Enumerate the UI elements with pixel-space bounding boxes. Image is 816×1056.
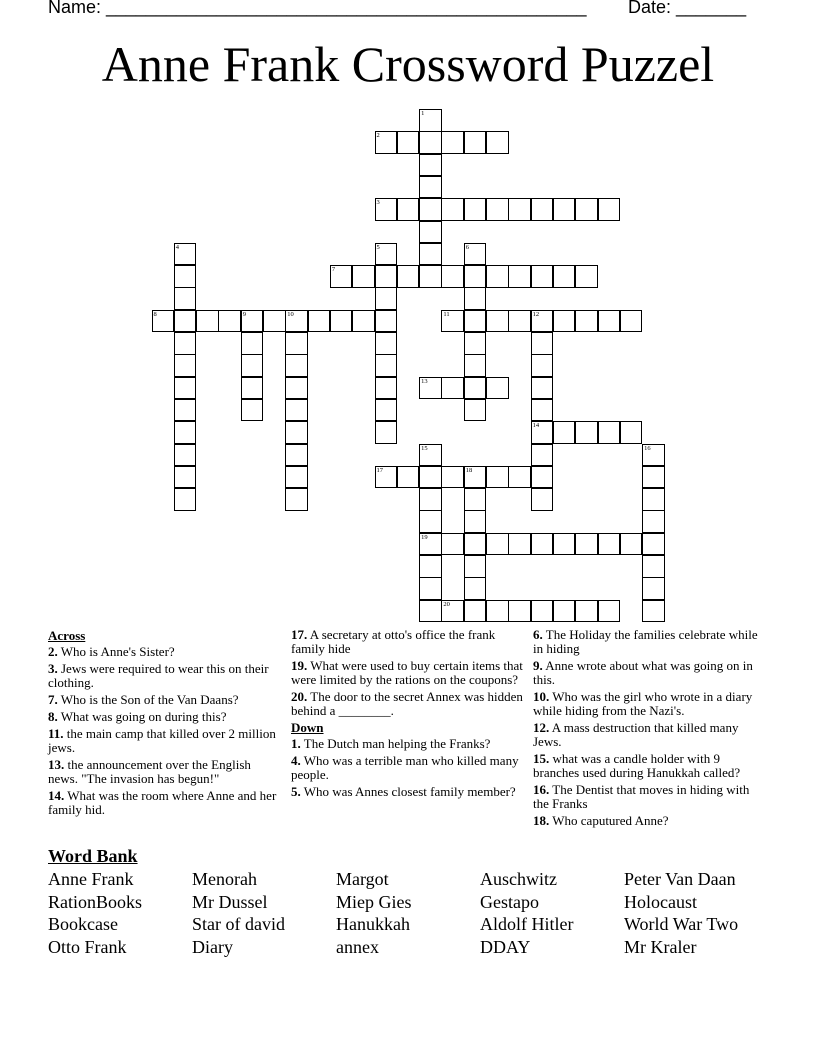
clue [533, 783, 765, 811]
grid-cell[interactable] [174, 265, 197, 288]
clue-number: 3. [48, 661, 58, 676]
cell-number: 9 [242, 310, 246, 318]
clue-number: 1. [291, 736, 301, 751]
grid-cell[interactable] [575, 600, 598, 623]
grid-cell[interactable] [553, 600, 576, 623]
grid-cell[interactable] [531, 488, 554, 511]
grid-cell[interactable] [285, 488, 308, 511]
grid-cell[interactable] [241, 377, 264, 400]
grid-cell[interactable] [486, 198, 509, 221]
word-bank-item: Otto Frank [48, 936, 127, 957]
word-bank-item: Star of david [192, 914, 285, 935]
grid-cell[interactable] [375, 332, 398, 355]
clue-number: 18. [533, 813, 550, 828]
cell-number: 12 [532, 310, 540, 318]
clue-text: Who caputured Anne? [549, 813, 669, 828]
clue-number: 11. [48, 726, 64, 741]
clues-column-3 [533, 628, 765, 831]
clue-text: Anne wrote about what was going on in this. [533, 658, 753, 687]
word-bank-item: Anne Frank [48, 869, 134, 889]
grid-cell[interactable] [464, 287, 487, 310]
word-bank-item: Bookcase [48, 914, 118, 935]
cell-number: 14 [532, 422, 540, 430]
grid-cell[interactable] [464, 533, 487, 556]
clue-text: A secretary at otto's office the frank family hide [291, 627, 496, 656]
clue [48, 662, 280, 690]
grid-cell[interactable] [531, 399, 554, 422]
cell-number: 17 [376, 466, 383, 474]
grid-cell[interactable] [508, 198, 531, 221]
clue [48, 693, 280, 707]
clue [533, 814, 765, 828]
word-bank-item: Gestapo [480, 891, 539, 912]
word-bank-column [48, 868, 142, 958]
clue-text: The Dentist that moves in hiding with the Franks [533, 782, 750, 811]
clue-text: What was the room where Anne and her family hid. [48, 788, 277, 817]
grid-cell[interactable] [174, 488, 197, 511]
clue [291, 659, 523, 687]
cell-number: 2 [376, 132, 380, 140]
grid-cell[interactable] [352, 265, 375, 288]
clue [533, 659, 765, 687]
grid-cell[interactable] [441, 265, 464, 288]
clue-number: 5. [291, 784, 301, 799]
grid-cell[interactable] [464, 510, 487, 533]
grid-cell[interactable] [419, 243, 442, 266]
word-bank-item: Mr Dussel [192, 891, 268, 912]
grid-cell[interactable] [285, 310, 308, 333]
grid-cell[interactable] [419, 600, 442, 623]
word-bank-item: World War Two [624, 914, 739, 935]
grid-cell[interactable] [174, 332, 197, 355]
grid-cell[interactable] [464, 198, 487, 221]
grid-cell[interactable] [642, 466, 665, 489]
grid-cell[interactable] [642, 577, 665, 600]
clue [48, 789, 280, 817]
grid-cell[interactable] [642, 555, 665, 578]
grid-cell[interactable] [486, 600, 509, 623]
clue-text: A mass destruction that killed many Jews. [533, 720, 739, 749]
grid-cell[interactable] [531, 354, 554, 377]
clue-text: Who was a terrible man who killed many people. [291, 753, 519, 782]
word-bank-item: Aldolf Hitler [480, 914, 574, 935]
grid-cell[interactable] [531, 198, 554, 221]
clue [48, 645, 280, 659]
grid-cell[interactable] [375, 466, 398, 489]
grid-cell[interactable] [375, 243, 398, 266]
clue-number: 15. [533, 751, 550, 766]
grid-cell[interactable] [441, 377, 464, 400]
down-heading: Down [291, 720, 324, 735]
grid-cell[interactable] [464, 399, 487, 422]
clue [291, 785, 523, 799]
word-bank-item: annex [336, 936, 379, 957]
cell-number: 20 [443, 600, 450, 608]
grid-cell[interactable] [575, 198, 598, 221]
clue-number: 2. [48, 644, 58, 659]
cell-number: 7 [331, 266, 336, 274]
grid-cell[interactable] [285, 354, 308, 377]
cell-number: 4 [175, 243, 180, 251]
grid-cell[interactable] [397, 131, 420, 154]
word-bank-column [192, 868, 285, 958]
clue-number: 7. [48, 692, 58, 707]
grid-cell[interactable] [508, 466, 531, 489]
clue-number: 17. [291, 627, 308, 642]
grid-cell[interactable] [553, 533, 576, 556]
cell-number: 18 [465, 466, 473, 474]
clue-text: What were used to buy certain items that were limited by the rations on the coupons? [291, 658, 523, 687]
clue-text: Who was Annes closest family member? [300, 784, 516, 799]
grid-cell[interactable] [531, 444, 554, 467]
grid-cell[interactable] [553, 421, 576, 444]
clue-text: Who was the girl who wrote in a diary while hiding from the Nazi's. [533, 689, 753, 718]
grid-cell[interactable] [174, 354, 197, 377]
clue-number: 8. [48, 709, 58, 724]
grid-cell[interactable] [642, 444, 665, 467]
clue [291, 628, 523, 656]
word-bank-column [336, 868, 412, 958]
word-bank-item: DDAY [480, 936, 531, 957]
clue-number: 4. [291, 753, 301, 768]
cell-number: 15 [421, 444, 428, 452]
date-label: Date: _______ [628, 0, 747, 17]
word-bank-title: Word Bank [48, 846, 138, 866]
clue [291, 737, 523, 751]
grid-cell[interactable] [464, 555, 487, 578]
grid-cell[interactable] [397, 466, 420, 489]
clue-number: 14. [48, 788, 65, 803]
grid-cell[interactable] [375, 198, 398, 221]
grid-cell[interactable] [620, 421, 643, 444]
grid-cell[interactable] [598, 198, 621, 221]
grid-cell[interactable] [419, 154, 442, 177]
word-bank-item: Diary [192, 936, 233, 957]
grid-cell[interactable] [508, 600, 531, 623]
grid-cell[interactable] [620, 533, 643, 556]
grid-cell[interactable] [174, 243, 197, 266]
grid-cell[interactable] [531, 466, 554, 489]
grid-cell[interactable] [174, 444, 197, 467]
clue-text: The Holiday the families celebrate while in hiding [533, 627, 758, 656]
clue-text: Who is the Son of the Van Daans? [57, 692, 239, 707]
clue-number: 19. [291, 658, 308, 673]
grid-cell[interactable] [375, 131, 398, 154]
grid-cell[interactable] [174, 421, 197, 444]
grid-cell[interactable] [486, 533, 509, 556]
grid-cell[interactable] [174, 466, 197, 489]
clue [533, 752, 765, 780]
grid-cell[interactable] [241, 310, 264, 333]
clue-text: What was going on during this? [57, 709, 227, 724]
grid-cell[interactable] [397, 198, 420, 221]
grid-cell[interactable] [263, 310, 286, 333]
cell-number: 19 [421, 533, 428, 541]
grid-cell[interactable] [218, 310, 241, 333]
cell-number: 13 [421, 377, 428, 385]
clue [533, 628, 765, 656]
clue [48, 710, 280, 724]
clue-number: 10. [533, 689, 550, 704]
grid-cell[interactable] [441, 600, 464, 623]
grid-cell[interactable] [464, 310, 487, 333]
grid-cell[interactable] [464, 466, 487, 489]
clue [533, 721, 765, 749]
grid-cell[interactable] [553, 265, 576, 288]
grid-cell[interactable] [642, 533, 665, 556]
page-title: Anne Frank Crossword Puzzel [101, 36, 715, 92]
grid-cell[interactable] [308, 310, 331, 333]
grid-cell[interactable] [508, 310, 531, 333]
name-label: Name: ________________________________________________ [48, 0, 587, 17]
clue-number: 12. [533, 720, 550, 735]
grid-cell[interactable] [241, 354, 264, 377]
cell-number: 1 [421, 110, 425, 117]
clues-column-1 [48, 628, 280, 820]
grid-cell[interactable] [419, 131, 442, 154]
grid-cell[interactable] [419, 198, 442, 221]
grid-cell[interactable] [375, 287, 398, 310]
grid-cell[interactable] [575, 421, 598, 444]
grid-cell[interactable] [464, 377, 487, 400]
word-bank-item: Auschwitz [480, 869, 557, 889]
grid-cell[interactable] [174, 287, 197, 310]
cell-number: 8 [153, 310, 157, 318]
grid-cell[interactable] [419, 377, 442, 400]
across-heading: Across [48, 628, 86, 643]
grid-cell[interactable] [419, 533, 442, 556]
cell-number: 16 [644, 444, 651, 452]
grid-cell[interactable] [486, 377, 509, 400]
grid-cell[interactable] [419, 488, 442, 511]
grid-cell[interactable] [152, 310, 175, 333]
clue-text: Jews were required to wear this on their clothing. [48, 661, 269, 690]
word-bank-item: Miep Gies [336, 891, 412, 912]
word-bank-column [480, 868, 573, 958]
grid-cell[interactable] [642, 600, 665, 623]
grid-cell[interactable] [464, 577, 487, 600]
cell-number: 11 [443, 310, 450, 318]
grid-cell[interactable] [241, 399, 264, 422]
grid-cell[interactable] [575, 265, 598, 288]
clue-text: the announcement over the English news. "The invasion has begun!" [48, 757, 251, 786]
word-bank-column [624, 868, 738, 958]
grid-cell[interactable] [575, 533, 598, 556]
word-bank-item: Holocaust [624, 891, 697, 912]
grid-cell[interactable] [375, 377, 398, 400]
grid-cell[interactable] [375, 399, 398, 422]
grid-cell[interactable] [441, 466, 464, 489]
clue-text: The door to the secret Annex was hidden behind a ________. [291, 689, 523, 718]
clues-column-2 [291, 628, 523, 802]
grid-cell[interactable] [531, 600, 554, 623]
grid-cell[interactable] [174, 310, 197, 333]
grid-cell[interactable] [642, 510, 665, 533]
grid-cell[interactable] [419, 466, 442, 489]
grid-cell[interactable] [285, 421, 308, 444]
grid-cell[interactable] [531, 332, 554, 355]
grid-cell[interactable] [486, 310, 509, 333]
grid-cell[interactable] [419, 510, 442, 533]
grid-cell[interactable] [531, 265, 554, 288]
grid-cell[interactable] [508, 533, 531, 556]
grid-cell[interactable] [241, 332, 264, 355]
cell-number: 5 [376, 243, 380, 251]
grid-cell[interactable] [486, 466, 509, 489]
grid-cell[interactable] [419, 176, 442, 199]
grid-cell[interactable] [375, 265, 398, 288]
grid-cell[interactable] [419, 555, 442, 578]
clue-text: the main camp that killed over 2 million jews. [48, 726, 276, 755]
grid-cell[interactable] [486, 131, 509, 154]
grid-cell[interactable] [598, 310, 621, 333]
grid-cell[interactable] [375, 421, 398, 444]
grid-cell[interactable] [419, 221, 442, 244]
grid-cell[interactable] [330, 310, 353, 333]
grid-cell[interactable] [598, 421, 621, 444]
grid-cell[interactable] [531, 377, 554, 400]
clue-number: 13. [48, 757, 65, 772]
grid-cell[interactable] [397, 265, 420, 288]
grid-cell[interactable] [598, 600, 621, 623]
clue-number: 6. [533, 627, 543, 642]
grid-cell[interactable] [464, 332, 487, 355]
grid-cell[interactable] [575, 310, 598, 333]
grid-cell[interactable] [441, 131, 464, 154]
grid-cell[interactable] [196, 310, 219, 333]
grid-cell[interactable] [464, 243, 487, 266]
grid-cell[interactable] [441, 198, 464, 221]
grid-cell[interactable] [464, 600, 487, 623]
grid-cell[interactable] [464, 354, 487, 377]
clue [48, 727, 280, 755]
clue-number: 9. [533, 658, 543, 673]
clue [48, 758, 280, 786]
grid-cell[interactable] [174, 399, 197, 422]
grid-cell[interactable] [464, 131, 487, 154]
grid-cell[interactable] [285, 466, 308, 489]
grid-cell[interactable] [441, 533, 464, 556]
grid-cell[interactable] [553, 198, 576, 221]
grid-cell[interactable] [375, 310, 398, 333]
grid-cell[interactable] [553, 310, 576, 333]
cell-number: 10 [287, 310, 294, 318]
clue-number: 16. [533, 782, 550, 797]
clue [533, 690, 765, 718]
word-bank-item: Peter Van Daan [624, 869, 736, 889]
word-bank-item: Menorah [192, 869, 257, 889]
word-bank-item: Hanukkah [336, 914, 410, 935]
clue [291, 754, 523, 782]
grid-cell[interactable] [598, 533, 621, 556]
grid-cell[interactable] [508, 265, 531, 288]
grid-cell[interactable] [620, 310, 643, 333]
grid-cell[interactable] [464, 265, 487, 288]
grid-cell[interactable] [375, 354, 398, 377]
grid-cell[interactable] [441, 310, 464, 333]
cell-number: 3 [376, 199, 380, 207]
grid-cell[interactable] [419, 265, 442, 288]
clue-text: what was a candle holder with 9 branches used during Hanukkah called? [533, 751, 741, 780]
grid-cell[interactable] [285, 399, 308, 422]
grid-cell[interactable] [531, 421, 554, 444]
grid-cell[interactable] [486, 265, 509, 288]
clue-number: 20. [291, 689, 308, 704]
grid-cell[interactable] [531, 310, 554, 333]
clue [291, 690, 523, 718]
word-bank-item: RationBooks [48, 891, 143, 912]
clue-text: Who is Anne's Sister? [57, 644, 175, 659]
word-bank-item: Mr Kraler [624, 936, 697, 957]
grid-cell[interactable] [285, 332, 308, 355]
word-bank-item: Margot [336, 869, 389, 889]
grid-cell[interactable] [174, 377, 197, 400]
grid-cell[interactable] [330, 265, 353, 288]
grid-cell[interactable] [285, 444, 308, 467]
cell-number: 6 [465, 243, 469, 251]
grid-cell[interactable] [285, 377, 308, 400]
grid-cell[interactable] [531, 533, 554, 556]
grid-cell[interactable] [464, 488, 487, 511]
grid-cell[interactable] [352, 310, 375, 333]
grid-cell[interactable] [419, 444, 442, 467]
clue-text: The Dutch man helping the Franks? [300, 736, 491, 751]
grid-cell[interactable] [419, 109, 442, 132]
grid-cell[interactable] [642, 488, 665, 511]
grid-cell[interactable] [419, 577, 442, 600]
